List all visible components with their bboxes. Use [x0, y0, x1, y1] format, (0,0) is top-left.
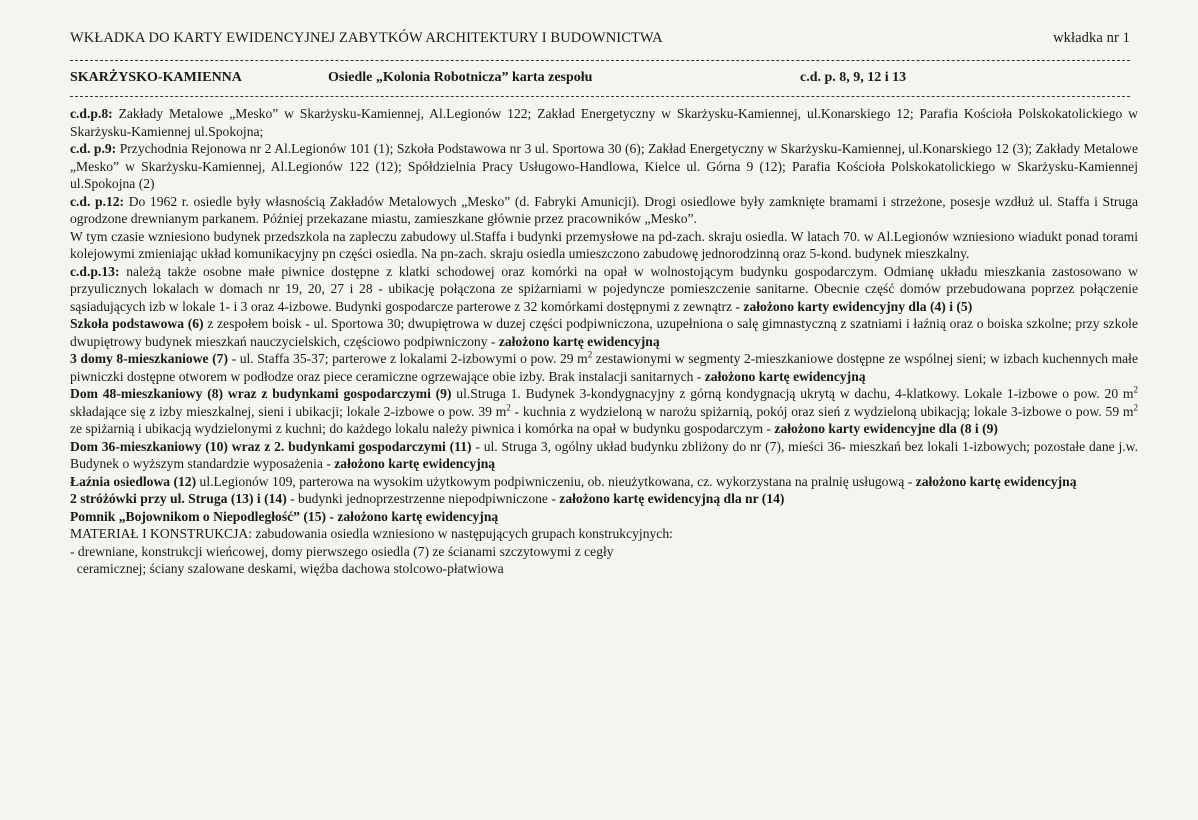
paragraph-houses-3: 3 domy 8-mieszkaniowe (7) - ul. Staffa 35-37; parterowe z lokalami 2-izbowymi o pow. 29 $m^2$ zestawionymi w segmenty 2-mieszkaniowe dostępne ze wspólnej sieni; w izbach kuchennych małe piwniczki dostępne otworem w podłodze oraz piece ceramiczne ogrzewające obie izby. Brak instalacji sanitarnych - założono kartę ewidencyjną [70, 349, 1138, 384]
paragraph-p13: c.d.p.13: należą także osobne małe piwnice dostępne z klatki schodowej oraz komórki na opał w wolnostojącym budynku gospodarczym. Odmianę układu mieszkania zastosowano w przyulicznych lokalach w domach nr 19, 20, 27 i 28 - ubikację połączona ze spiżarniami w pojedyncze pomieszczenie sanitarne. Obecnie część domów przebudowana poprzez połączenie sąsiadujących izb w lokale 1- i 3 oraz 4-izbowe. Budynki gospodarcze parterowe z 32 komórkami dostępnymi z zewnątrz - założono karty ewidencyjny dla (4) i (5) [70, 263, 1138, 314]
paragraph-p12-cont: W tym czasie wzniesiono budynek przedszkola na zapleczu zabudowy ul.Staffa i budynki przemysłowe na pd-zach. skraju osiedla. W latach 70. w Al.Legionów wzniesiono wiadukt ponad torami kolejowymi zmieniając układ komunikacyjny pn części osiedla. Na pn-zach. skraju osiedla umieszczono zabudowę jednorodzinną oraz 5-kond. budynek mieszkalny. [70, 228, 1138, 261]
paragraph-pomnik: Pomnik „Bojownikom o Niepodległość” (15) - założono kartę ewidencyjną [70, 508, 499, 524]
paragraph-dom-36: Dom 36-mieszkaniowy (10) wraz z 2. budynkami gospodarczymi (11) - ul. Struga 3, ogólny układ budynku zbliżony do nr (7), mieści 36- mieszkań bez lokali 1-izbowych; pozostałe dane j.w. Budynek o wyższym standardzie wyposażenia - założono kartę ewidencyjną [70, 438, 1139, 471]
paragraph-wood-2: ceramicznej; ściany szalowane deskami, więźba dachowa stolcowo-płatwiowa [70, 561, 504, 576]
document-header [70, 30, 1130, 47]
continuation-pages: c.d. p. 8, 9, 12 i 13 [800, 70, 907, 85]
divider-bottom [70, 96, 1130, 97]
p9-label: c.d. p.9: [70, 141, 117, 156]
paragraph-material: MATERIAŁ I KONSTRUKCJA: zabudowania osiedla wzniesiono w następujących grupach konstrukcyjnych: [70, 526, 673, 541]
insert-number: wkładka nr 1 [1053, 30, 1130, 46]
paragraph-wood-1: - drewniane, konstrukcji wieńcowej, domy pierwszego osiedla (7) ze ścianami szczytowymi z cegły [70, 543, 614, 559]
paragraph-dom-48: Dom 48-mieszkaniowy (8) wraz z budynkami gospodarczymi (9) ul.Struga 1. Budynek 3-kondygnacyjny z górną kondygnacją ukrytą w dachu, 4-klatkowy. Lokale 1-izbowe o pow. 20 $m^2$ składające się z izby mieszkalnej, sieni i ubikacji; lokale 2-izbowe o pow. 39 $m^2$ - kuchnia z wydzieloną w narożu spiżarnią, pokój oraz sień z wydzieloną ubikacją; lokale 3-izbowe o pow. 59 $m^2$ ze spiżarnią i ubikacją wydzielonymi z kuchni; do każdego lokalu należy piwnica i komórka na opał w budynku gospodarczym - założono karty ewidencyjne dla (8 i (9) [70, 384, 1138, 436]
paragraph-p8: c.d.p.8: Zakłady Metalowe „Mesko” w Skarżysku-Kamiennej, Al.Legionów 122; Zakład Energetyczny w Skarżysku-Kamiennej, ul.Konarskiego 12; Parafia Kościoła Polskokatolickiego w Skarżysku-Kamiennej ul.Spokojna; [70, 106, 1138, 139]
paragraph-laznia: Łaźnia osiedlowa (12) ul.Legionów 109, parterowa na wysokim użytkowym podpiwniczeniu, ob. nieużytkowana, cz. wykorzystana na pralnię usługową - założono kartę ewidencyjną [70, 473, 1077, 489]
paragraph-school: Szkoła podstawowa (6) z zespołem boisk - ul. Sportowa 30; dwupiętrowa w duzej części podpiwniczona, uzupełniona o salę gimnastyczną z szatniami i łaźnią oraz o boiska szkolne; przy szkole dwupiętrowy budynek mieszkań nauczycielskich, częściowo podpiwniczony - założono kartę ewidencyjną [70, 316, 1138, 349]
p12-label: c.d. p.12: [70, 193, 125, 209]
estate-name: Osiedle „Kolonia Robotnicza” karta zespołu [328, 70, 593, 85]
p13-label: c.d.p.13: [70, 263, 120, 279]
document-title: WKŁADKA DO KARTY EWIDENCYJNEJ ZABYTKÓW ARCHITEKTURY I BUDOWNICTWA [70, 30, 663, 46]
document-body [70, 105, 1138, 578]
divider-top [70, 60, 1130, 61]
paragraph-p9: c.d. p.9: Przychodnia Rejonowa nr 2 Al.Legionów 101 (1); Szkoła Podstawowa nr 3 ul. Sportowa 30 (6); Zakład Energetyczny w Skarżysku-Kamiennej, ul.Konarskiego 12 (3); Zakłady Metalowe „Mesko” w Skarżysku-Kamiennej, Al.Legionów 122 (12); Spółdzielnia Pracy Usługowo-Handlowa, Kielce ul. Górna 9 (12); Parafia Kościoła Polskokatolickiego w Skarżysku-Kamiennej ul.Spokojna (2) [70, 141, 1138, 191]
town-name: SKARŻYSKO-KAMIENNA [70, 70, 242, 85]
p8-label: c.d.p.8: [70, 106, 113, 121]
paragraph-strozowki: 2 stróżówki przy ul. Struga (13) i (14) - budynki jednoprzestrzenne niepodpiwniczone - założono kartę ewidencyjną dla nr (14) [70, 491, 785, 506]
paragraph-p12: c.d. p.12: Do 1962 r. osiedle były własnością Zakładów Metalowych „Mesko” (d. Fabryki Amunicji). Drogi osiedlowe były zamknięte bramami i strzeżone, posesje wzdłuż ul. Staffa i Struga ogrodzone drewnianym parkanem. Później przekazane miastu, zamieszkane głównie przez pracowników „Mesko”. [70, 193, 1138, 226]
